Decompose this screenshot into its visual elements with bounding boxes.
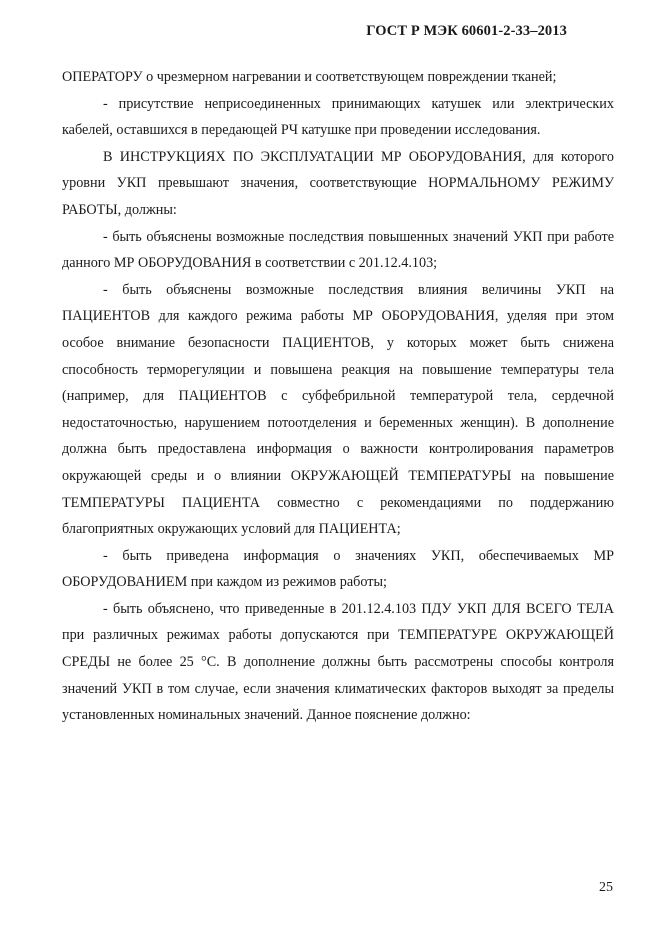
paragraph-sar-values: - быть приведена информация о значениях УКП, обеспечиваемых МР ОБОРУДОВАНИЕМ при каждом из режимов работы;: [62, 547, 614, 591]
paragraph-operator-warning: ОПЕРАТОРУ о чрезмерном нагревании и соответствующем повреждении тканей;: [62, 69, 557, 85]
document-header: ГОСТ Р МЭК 60601-2-33–2013: [366, 23, 567, 39]
paragraph-consequences: - быть объяснены возможные последствия повышенных значений УКП при работе данного МР ОБОРУДОВАНИЯ в соответствии с 201.12.4.103;: [62, 228, 614, 272]
page-number: 25: [599, 880, 613, 895]
paragraph-patients: - быть объяснены возможные последствия влияния величины УКП на ПАЦИЕНТОВ для каждого режима работы МР ОБОРУДОВАНИЯ, уделяя при этом особое внимание безопасности ПАЦИЕНТОВ, у которых может быть снижена способность терморегуляции и повышена реакция на повышение температуры тела (например, для ПАЦИЕНТОВ с субфебрильной температурой тела, сердечной недостаточностью, нарушением потоотделения и беременных женщин). В дополнение должна быть предоставлена информация о важности контролирования параметров окружающей среды и о влиянии ОКРУЖАЮЩЕЙ ТЕМПЕРАТУРЫ на повышение ТЕМПЕРАТУРЫ ПАЦИЕНТА совместно с рекомендациями по поддержанию благоприятных окружающих условий для ПАЦИЕНТА;: [62, 281, 614, 538]
paragraph-coils: - присутствие неприсоединенных принимающих катушек или электрических кабелей, оставшихся в передающей РЧ катушке при проведении исследования.: [62, 95, 614, 139]
document-body: [62, 64, 614, 729]
paragraph-instructions: В ИНСТРУКЦИЯХ ПО ЭКСПЛУАТАЦИИ МР ОБОРУДОВАНИЯ, для которого уровни УКП превышают значения, соответствующие НОРМАЛЬНОМУ РЕЖИМУ РАБОТЫ, должны:: [62, 148, 614, 218]
paragraph-temperature: - быть объяснено, что приведенные в 201.12.4.103 ПДУ УКП ДЛЯ ВСЕГО ТЕЛА при различных режимах работы допускаются при ТЕМПЕРАТУРЕ ОКРУЖАЮЩЕЙ СРЕДЫ не более 25 °С. В дополнение должны быть рассмотрены способы контроля значений УКП в том случае, если значения климатических факторов выходят за пределы установленных номинальных значений. Данное пояснение должно:: [62, 600, 614, 724]
